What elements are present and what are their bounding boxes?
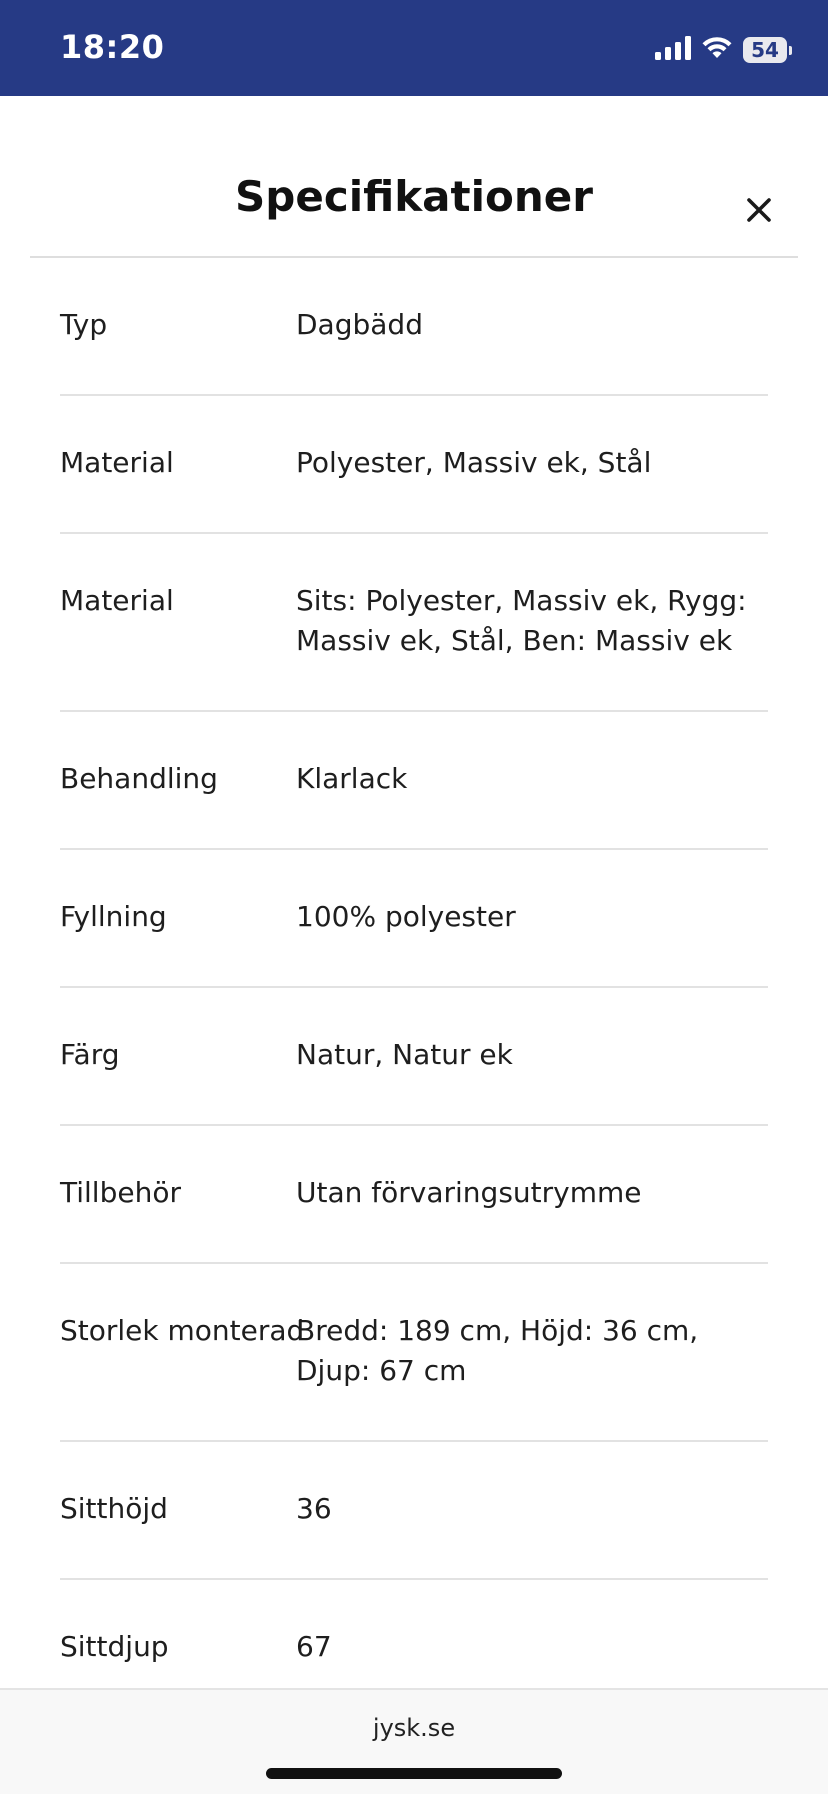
spec-value: Bredd: 189 cm, Höjd: 36 cm, Djup: 67 cm — [296, 1314, 699, 1387]
spec-label: Tillbehör — [60, 1176, 181, 1209]
battery-tip — [789, 46, 792, 55]
spec-value: Utan förvaringsutrymme — [296, 1176, 642, 1209]
spec-row-material-detail — [60, 534, 768, 712]
url-domain[interactable]: jysk.se — [372, 1714, 456, 1742]
home-indicator[interactable] — [266, 1768, 562, 1779]
spec-label: Sitthöjd — [60, 1492, 168, 1525]
spec-label: Storlek monterad — [60, 1314, 305, 1347]
browser-bottom-bar — [0, 1688, 828, 1794]
spec-label: Material — [60, 584, 174, 617]
battery-level: 54 — [743, 37, 787, 63]
spec-value: Klarlack — [296, 762, 408, 795]
wifi-icon — [701, 36, 733, 64]
spec-row-behandling — [60, 712, 768, 850]
spec-value: 36 — [296, 1492, 332, 1525]
status-time: 18:20 — [60, 28, 165, 66]
spec-label: Färg — [60, 1038, 120, 1071]
spec-row-material — [60, 396, 768, 534]
spec-row-farg — [60, 988, 768, 1126]
spec-value: Dagbädd — [296, 308, 423, 341]
close-button[interactable] — [735, 188, 783, 236]
spec-row-tillbehor — [60, 1126, 768, 1264]
spec-value: 100% polyester — [296, 900, 516, 933]
status-bar — [0, 0, 828, 96]
spec-row-typ — [60, 258, 768, 396]
spec-value: Polyester, Massiv ek, Stål — [296, 446, 652, 479]
sheet-title: Specifikationer — [235, 172, 593, 221]
spec-label: Typ — [60, 308, 108, 341]
spec-value: Natur, Natur ek — [296, 1038, 513, 1071]
spec-label: Sittdjup — [60, 1630, 169, 1663]
spec-value: Sits: Polyester, Massiv ek, Rygg: Massiv ek, Stål, Ben: Massiv ek — [296, 584, 747, 657]
spec-label: Material — [60, 446, 174, 479]
spec-label: Behandling — [60, 762, 218, 795]
status-icons — [655, 32, 792, 68]
spec-label: Fyllning — [60, 900, 167, 933]
spec-value: 67 — [296, 1630, 332, 1663]
battery-icon — [743, 37, 792, 63]
spec-row-fyllning — [60, 850, 768, 988]
close-icon — [746, 197, 772, 227]
sheet-header — [30, 96, 798, 258]
signal-icon — [655, 36, 691, 64]
spec-row-storlek-monterad — [60, 1264, 768, 1442]
spec-row-sitthojd — [60, 1442, 768, 1580]
spec-list — [60, 258, 768, 1718]
